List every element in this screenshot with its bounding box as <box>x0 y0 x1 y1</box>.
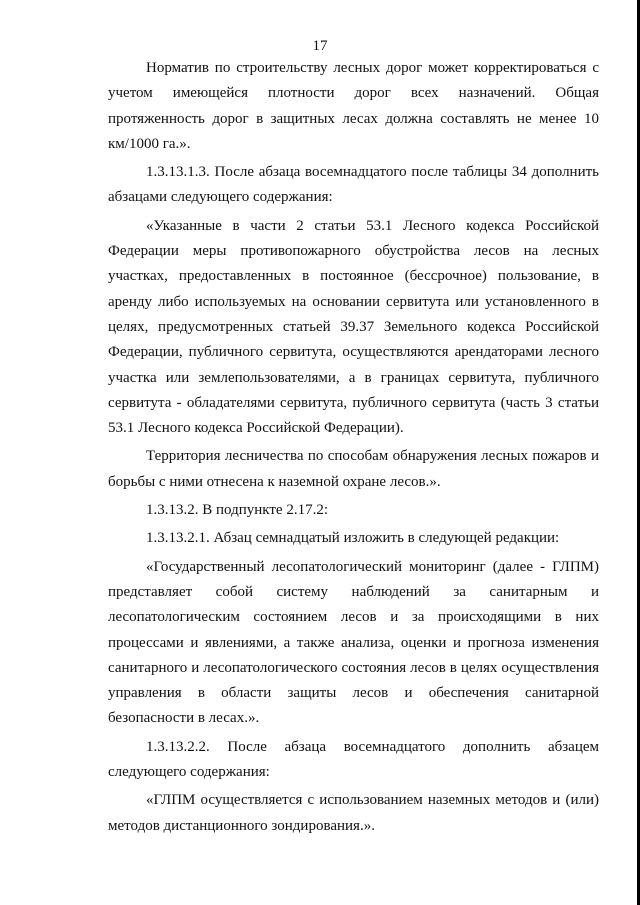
document-body <box>108 56 599 842</box>
page-number: 17 <box>312 38 328 54</box>
paragraph-glpm-definition: «Государственный лесопатологический мониторинг (далее - ГЛПМ) представляет собой систему наблюдений за санитарным и лесопатологическим состоянием лесов и за происходящими в них процессами и явлениями, а также анализа, оценки и прогноза изменения санитарного и лесопатологического состояния лесов в целях осуществления управления в области защиты лесов и обеспечения санитарной безопасности в лесах.». <box>108 558 599 727</box>
paragraph-1-3-13-2: 1.3.13.2. В подпункте 2.17.2: <box>146 502 329 519</box>
paragraph-fire-measures: «Указанные в части 2 статьи 53.1 Лесного кодекса Российской Федерации меры противопожарного обустройства лесов на лесных участках, предоставленных в постоянное (бессрочное) пользование, в аренду либо используемых на основании сервитута или установленного в целях, предусмотренных статьей 39.37 Земельного кодекса Российской Федерации, публичного сервитута, осуществляются арендаторами лесного участка или землепользователями, а в границах сервитута, публичного сервитута - обладателями сервитута, публичного сервитута (часть 3 статьи 53.1 Лесного кодекса Российской Федерации). <box>108 217 599 437</box>
paragraph-1-3-13-2-1: 1.3.13.2.1. Абзац семнадцатый изложить в следующей редакции: <box>146 530 560 547</box>
paragraph-1-3-13-2-2: 1.3.13.2.2. После абзаца восемнадцатого дополнить абзацем следующего содержания: <box>108 738 599 781</box>
paragraph-glpm-methods: «ГЛПМ осуществляется с использованием наземных методов и (или) методов дистанционного зондирования.». <box>108 792 599 834</box>
paragraph-1-3-13-1-3: 1.3.13.1.3. После абзаца восемнадцатого после таблицы 34 дополнить абзацами следующего содержания: <box>108 164 599 206</box>
paragraph-road-density: Норматив по строительству лесных дорог может корректироваться с учетом имеющейся плотности дорог всех назначений. Общая протяженность дорог в защитных лесах должна составлять не менее 10 км/1000 га.». <box>108 60 599 152</box>
paragraph-forest-territory: Территория лесничества по способам обнаружения лесных пожаров и борьбы с ними отнесена к наземной охране лесов.». <box>108 448 599 490</box>
